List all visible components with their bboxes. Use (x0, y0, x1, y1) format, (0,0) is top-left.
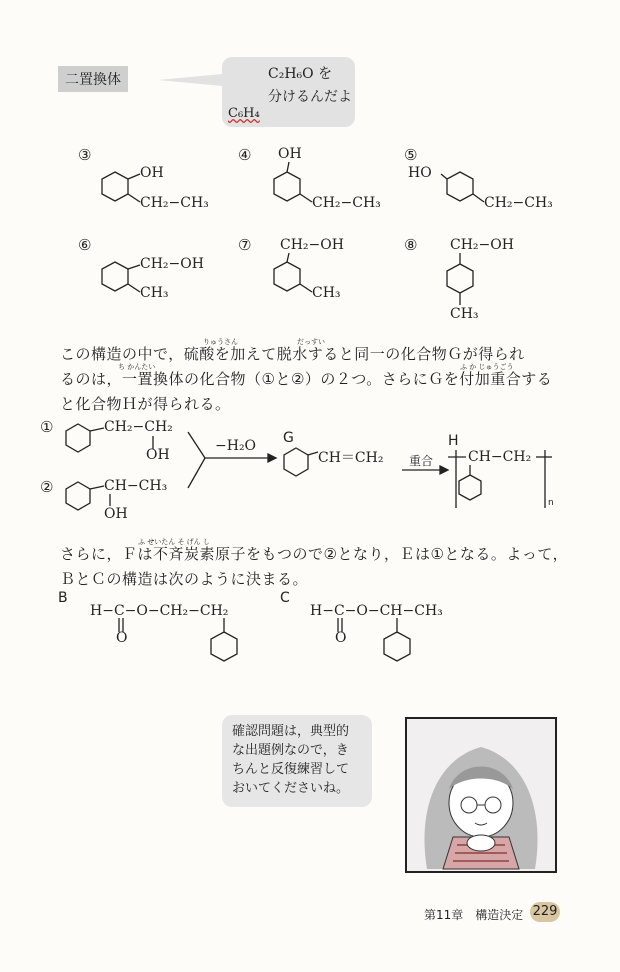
structure-b-label: B (58, 590, 68, 606)
polymer-n-subscript: n (548, 498, 554, 508)
benzene-ring-3 (102, 172, 128, 201)
paragraph-2-line-2: ＢとＣの構造は次のように決まる。 (60, 570, 309, 588)
isomer-8-ch3: CH₃ (450, 306, 479, 322)
benzene-ring-6 (102, 262, 128, 291)
paragraph-1-line-1: この構造の中で，硫酸を加えて脱水すると同一の化合物Ｇが得られ (60, 345, 525, 363)
benzene-ring-4 (274, 172, 300, 201)
isomer-7-ch3: CH₃ (312, 285, 341, 301)
reactant-1-number: ① (40, 418, 54, 436)
ruby-dassui: だっすい (297, 338, 325, 346)
isomer-5-ho: HO (408, 165, 432, 181)
compound-g-label: G (283, 430, 294, 446)
isomer-3-oh: OH (140, 165, 164, 181)
isomer-6-ch2oh: CH₂−OH (140, 256, 204, 272)
benzene-ring-7 (274, 262, 300, 291)
isomer-7-ch2oh: CH₂−OH (280, 237, 344, 253)
reactant-1-chain: CH₂−CH₂ (104, 419, 173, 435)
isomer-7-number: ⑦ (238, 236, 252, 254)
paragraph-1-line-3: と化合物Ｈが得られる。 (60, 395, 231, 413)
structure-c-formula: H−C−O−CH−CH₃ (310, 603, 443, 619)
isomer-8-ch2oh: CH₂−OH (450, 237, 514, 253)
structure-b-formula: H−C−O−CH₂−CH₂ (90, 603, 229, 619)
reactant-2-number: ② (40, 478, 54, 496)
bubble-line-2: 分けるんだよ (268, 89, 352, 105)
structure-b-oxygen: O (116, 630, 128, 646)
compound-h-chain: CH−CH₂ (468, 449, 532, 465)
dehydration-label: −H₂O (215, 438, 257, 454)
polymerization-label: 重合 (409, 454, 434, 468)
speech-text: 確認問題は，典型的 な出題例なので，き ちんと反復練習して おいてくださいね。 (232, 724, 350, 796)
compound-g-chain: CH＝CH₂ (318, 450, 384, 466)
isomer-4-oh: OH (278, 146, 302, 162)
benzene-ring-5 (447, 172, 473, 201)
reactant-2-chain: CH−CH₃ (104, 478, 168, 494)
isomer-6-ch3: CH₃ (140, 285, 169, 301)
reactant-2-oh: OH (104, 506, 128, 522)
bubble-line-1: C₂H₆O を (268, 66, 333, 82)
paragraph-2-line-1: さらに，Ｆは不斉炭素原子をもつので②となり，Ｅは①となる。よって， (60, 545, 569, 563)
character-illustration (405, 717, 557, 873)
benzene-ring-8 (447, 264, 473, 293)
ruby-ryusan: りゅうさん (203, 338, 238, 346)
ruby-chikantai: ち かんたい (118, 363, 156, 371)
structure-c-oxygen: O (335, 630, 347, 646)
page-number: 229 (530, 902, 560, 922)
structure-c-label: C (280, 590, 290, 606)
chapter-footer: 第11章 構造決定 (424, 908, 524, 922)
compound-h-label: H (448, 433, 459, 449)
bubble-formula: C₆H₄ (228, 106, 260, 121)
section-tag: 二置換体 (58, 66, 128, 92)
isomer-5-number: ⑤ (404, 146, 418, 164)
isomer-3-ethyl: CH₂−CH₃ (140, 195, 209, 211)
paragraph-1-line-2: るのは，一置換体の化合物（①と②）の２つ。さらにＧを付加重合する (60, 370, 553, 388)
isomer-4-ethyl: CH₂−CH₃ (312, 195, 381, 211)
reactant-1-oh: OH (146, 447, 170, 463)
ruby-fuseitansogenshi: ふ せいたん そ げん し (138, 538, 210, 546)
isomer-5-ethyl: CH₂−CH₃ (484, 195, 553, 211)
isomer-6-number: ⑥ (78, 236, 92, 254)
isomer-3-number: ③ (78, 146, 92, 164)
ruby-fukajugo: ふ か じゅうごう (460, 363, 514, 371)
isomer-8-number: ⑧ (404, 236, 418, 254)
isomer-4-number: ④ (238, 146, 252, 164)
bubble-tail (158, 74, 222, 86)
